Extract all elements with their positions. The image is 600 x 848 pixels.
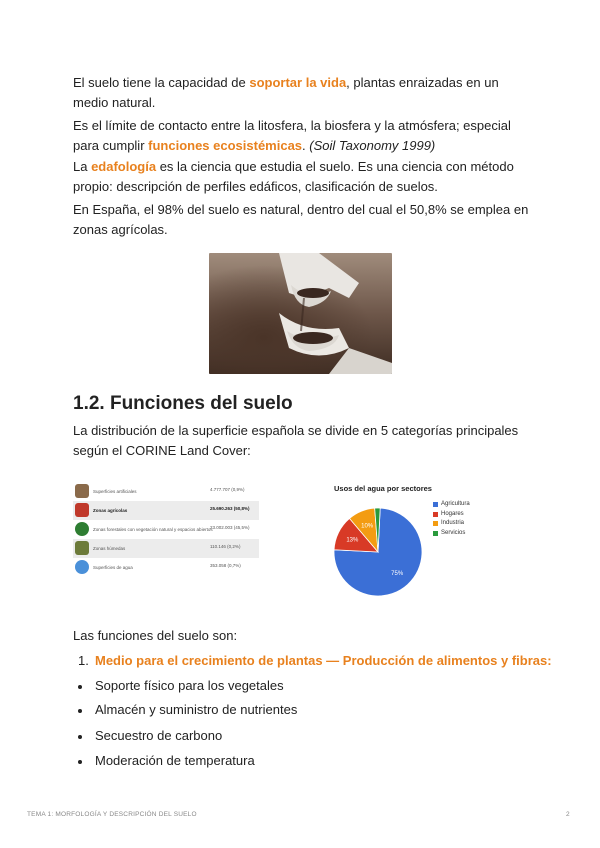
bullet-icon [78,685,82,689]
paragraph-distribucion: La distribución de la superficie española se divide en 5 categorías principales según el CORINE Land Cover: [73,423,519,458]
legend-swatch [433,521,438,526]
bullet-icon [78,735,82,739]
pie-label-industria: 10% [361,523,374,530]
soil-hands-photo [209,253,392,374]
table-row: Superficies artificiales 4.777.707 (0,9%) [73,482,259,501]
building-icon [75,484,89,498]
legend-swatch [433,531,438,536]
table-row: Superficies de agua 353.058 (0,7%) [73,558,259,577]
paragraph-funciones: Las funciones del suelo son: [73,628,238,643]
chart-title: Usos del agua por sectores [334,484,432,493]
chart-legend [433,501,470,539]
section-heading: 1.2. Funciones del suelo [73,393,293,414]
pie-label-hogares: 13% [346,537,359,544]
table-row: Zonas agrícolas 25.690.263 (50,8%) [73,501,259,520]
legend-label: Hogares [441,510,464,517]
highlight-funciones-ecosistemicas: funciones ecosistémicas [148,137,303,153]
pie-svg [320,480,430,605]
tomato-icon [75,503,89,517]
legend-label: Industria [441,520,465,526]
water-icon [75,560,89,574]
water-use-pie-chart [320,480,500,605]
table-row: Zonas húmedas 110.146 (0,2%) [73,539,259,558]
bullet-icon [78,760,82,764]
legend-swatch [433,512,438,517]
legend-item [433,511,470,521]
bullet-icon [78,709,82,713]
paragraph-espana: En España, el 98% del suelo es natural, dentro del cual el 50,8% se emplea en zonas agrícolas. [73,202,529,237]
legend-swatch [433,502,438,507]
citation-soil-taxonomy: (Soil Taxonomy 1999) [309,137,436,153]
highlight-soporte-vida: soportar la vida [249,75,347,90]
legend-item [433,530,470,540]
legend-item [433,520,470,530]
page-footer: TEMA 1: MORFOLOGÍA Y DESCRIPCIÓN DEL SUELO [27,811,197,818]
highlight-edafologia: edafología [91,159,157,174]
legend-label: Servicios [441,529,466,536]
legend-item [433,501,470,511]
land-cover-table [73,482,259,579]
page-number: 2 [566,811,570,818]
paragraph-limite-contacto: Es el límite de contacto entre la litosfera, la biosfera y la atmósfera; especial para cumplir funciones ecosistémicas. (Soil Taxonomy 1999) [73,118,511,153]
paragraph-edafologia: La edafología es la ciencia que estudia el suelo. Es una ciencia con método propio: descripción de perfiles edáficos, clasificación de suelos. [73,159,514,194]
tree-icon [75,522,89,536]
table-row: Zonas forestales con vegetación natural y espacios abiertos 23.002.003 (45,5%) [73,520,259,539]
paragraph-soporte-vida: El suelo tiene la capacidad de soportar la vida, plantas enraizadas en un medio natural. [73,75,499,110]
legend-label: Agricultura [441,501,470,507]
pie-label-agricultura: 75% [391,571,404,578]
wetland-icon [75,541,89,555]
